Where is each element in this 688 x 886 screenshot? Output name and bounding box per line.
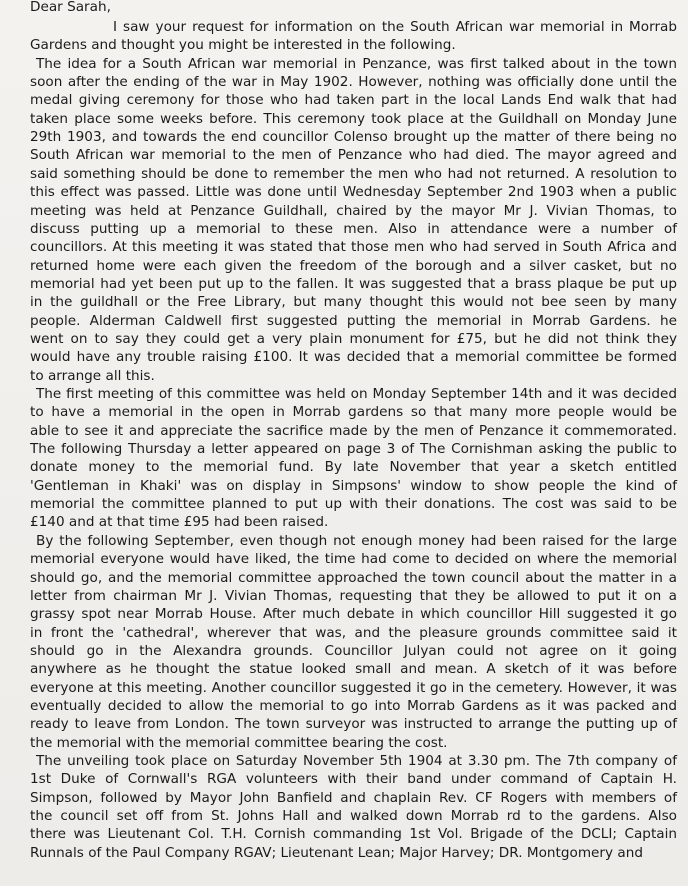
letter-line: taken place some weeks before. This ceremony took place at the Guildhall on Monday June	[30, 110, 677, 127]
letter-line: meeting was held at Penzance Guildhall, chaired by the mayor Mr J. Vivian Thomas, to	[30, 202, 677, 219]
letter-line: donate money to the memorial fund. By late November that year a sketch entitled	[30, 459, 677, 476]
letter-line: Runnals of the Paul Company RGAV; Lieutenant Lean; Major Harvey; DR. Montgomery and	[30, 844, 643, 861]
letter-line: said something should be done to remember the men who had not returned. A resolution to	[30, 165, 677, 182]
letter-line: went on to say they could get a very plain monument for £75, but he did not think they	[30, 330, 677, 347]
letter-line: £140 and at that time £95 had been raised.	[30, 514, 329, 531]
letter-line: I saw your request for information on the South African war memorial in Morrab	[113, 19, 677, 35]
letter-line: 1st Duke of Cornwall's RGA volunteers with their band under command of Captain H.	[30, 771, 677, 788]
letter-line: letter from chairman Mr J. Vivian Thomas, requesting that they be allowed to put it on a	[30, 587, 677, 604]
salutation: Dear Sarah,	[30, 0, 111, 15]
letter-line: memorial the committee planned to put up with their donations. The cost was said to be	[30, 496, 677, 513]
letter-line: the memorial with the memorial committee bearing the cost.	[30, 734, 448, 751]
letter-line: people. Alderman Caldwell first suggested putting the memorial in Morrab Gardens. he	[30, 312, 677, 329]
letter-line: in the guildhall or the Free Library, but many thought this would not bee seen by many	[30, 294, 677, 311]
letter-line: Simpson, followed by Mayor John Banfield and chaplain Rev. CF Rogers with members of	[30, 789, 677, 806]
letter-line: ready to leave from London. The town surveyor was instructed to arrange the putting up of	[30, 716, 677, 733]
letter-line: should go in the Alexandra grounds. Councillor Julyan could not agree on it going	[30, 642, 677, 659]
letter-line: eventually decided to allow the memorial to go into Morrab Gardens as it was packed and	[30, 697, 677, 714]
letter-line: councillors. At this meeting it was stated that those men who had served in South Africa and	[30, 239, 677, 256]
letter-line: The first meeting of this committee was held on Monday September 14th and it was decided	[36, 386, 677, 402]
letter-line: Gardens and thought you might be interested in the following.	[30, 37, 456, 54]
letter-line: returned home were each given the freedom of the borough and a silver casket, but no	[30, 257, 677, 274]
letter-line: memorial everyone would have liked, the time had come to decided on where the memorial	[30, 551, 677, 568]
letter-line: anywhere as he thought the statue looked small and mean. A sketch of it was before	[30, 661, 677, 678]
letter-line: would have any trouble raising £100. It was decided that a memorial committee be formed	[30, 349, 677, 366]
letter-line: By the following September, even though not enough money had been raised for the large	[36, 532, 677, 549]
letter-line: medal giving ceremony for those who had taken part in the local Lands End walk that had	[30, 92, 677, 109]
letter-line: should go, and the memorial committee approached the town council about the matter in a	[30, 569, 677, 586]
letter-line: this effect was passed. Little was done until Wednesday September 2nd 1903 when a public	[30, 184, 677, 201]
letter-line: 'Gentleman in Khaki' was on display in Simpsons' window to show people the kind of	[30, 477, 677, 494]
letter-line: everyone at this meeting. Another councillor suggested it go in the cemetery. However, it was	[30, 679, 677, 696]
letter-line: grassy spot near Morrab House. After much debate in which councillor Hill suggested it go	[30, 606, 677, 623]
letter-line: memorial had yet been put up to the fallen. It was suggested that a brass plaque be put up	[30, 275, 677, 292]
letter-line: The idea for a South African war memorial in Penzance, was first talked about in the town	[36, 55, 677, 72]
letter-line: 29th 1903, and towards the end councillor Colenso brought up the matter of there being no	[30, 129, 677, 146]
letter-line: there was Lieutenant Col. T.H. Cornish commanding 1st Vol. Brigade of the DCLI; Captain	[30, 826, 677, 843]
letter-line: discuss putting up a memorial to these men. Also in attendance were a number of	[30, 220, 677, 237]
letter-line: The following Thursday a letter appeared on page 3 of The Cornishman asking the public to	[30, 441, 677, 458]
letter-line: to have a memorial in the open in Morrab gardens so that many more people would be	[30, 404, 677, 421]
letter-line: to arrange all this.	[30, 367, 155, 384]
letter-line: soon after the ending of the war in May 1902. However, nothing was officially done until the	[30, 74, 677, 91]
letter-line: South African war memorial to the men of Penzance who had died. The mayor agreed and	[30, 147, 677, 164]
letter-line: able to see it and appreciate the sacrifice made by the men of Penzance it commemorated.	[30, 422, 677, 439]
letter-line: The unveiling took place on Saturday November 5th 1904 at 3.30 pm. The 7th company of	[36, 753, 677, 769]
letter-line: the council set off from St. Johns Hall and walked down Morrab rd to the gardens. Also	[30, 808, 677, 825]
letter-line: in front the 'cathedral', wherever that was, and the pleasure grounds committee said it	[30, 624, 677, 641]
